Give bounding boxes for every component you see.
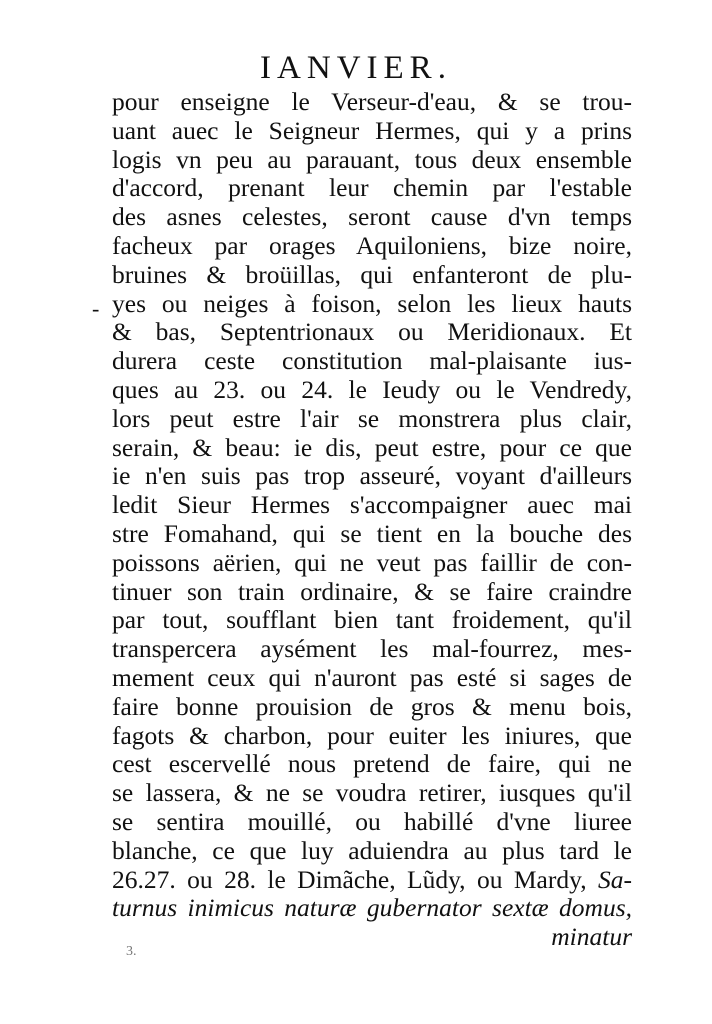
text-line: stre Fomahand, qui se tient en la bouche des <box>112 518 632 548</box>
roman-segment: 26.27. ou 28. le Dimãche, Lũdy, ou Mardy, <box>112 864 598 894</box>
text-line: ie n'en suis pas trop asseuré, voyant d'ailleurs <box>112 461 632 491</box>
text-line: se lassera, & ne se voudra retirer, iusques qu'il <box>112 778 632 808</box>
text-line: yes ou neiges à foison, selon les lieux hauts <box>112 288 632 318</box>
text-line: se sentira mouillé, ou habillé d'vne liuree <box>112 806 632 836</box>
text-line: serain, & beau: ie dis, peut estre, pour ce que <box>112 432 632 462</box>
text-line: pour enseigne le Verseur-d'eau, & se trou- <box>112 87 632 116</box>
text-line: cest escervellé nous pretend de faire, qui ne <box>112 749 632 779</box>
text-line: blanche, ce que luy aduiendra au plus tard le <box>112 835 632 865</box>
text-line: facheux par orages Aquiloniens, bize noire, <box>112 230 632 260</box>
text-line: faire bonne prouision de gros & menu bois, <box>112 691 632 721</box>
italic-text-line: turnus inimicus naturæ gubernator sextæ domus, <box>112 893 632 923</box>
signature-mark: 3. <box>126 944 137 959</box>
text-line: poissons aërien, qui ne veut pas faillir de con- <box>112 547 632 577</box>
text-line-mixed <box>112 866 632 895</box>
italic-segment: Sa- <box>598 864 632 894</box>
text-line: lors peut estre l'air se monstrera plus clair, <box>112 403 632 433</box>
text-line: des asnes celestes, seront cause d'vn temps <box>112 202 632 232</box>
margin-mark: - <box>92 296 100 321</box>
text-line: logis vn peu au parauant, tous deux ensemble <box>112 144 632 174</box>
text-line: fagots & charbon, pour euiter les iniures, que <box>112 720 632 750</box>
text-line: par tout, soufflant bien tant froidement, qu'il <box>112 605 632 635</box>
text-line: bruines & broüillas, qui enfanteront de plu- <box>112 259 632 289</box>
text-line: uant auec le Seigneur Hermes, qui y a prins <box>112 115 632 145</box>
text-line: ques au 23. ou 24. le Ieudy ou le Vendredy, <box>112 374 632 404</box>
text-line: transpercera aysément les mal-fourrez, mes- <box>112 634 632 664</box>
catchword-line: minatur <box>551 922 632 952</box>
running-head: IANVIER. <box>260 50 452 86</box>
body-text <box>112 88 632 952</box>
text-line: d'accord, prenant leur chemin par l'estable <box>112 173 632 203</box>
text-line: tinuer son train ordinaire, & se faire craindre <box>112 576 632 606</box>
text-line: mement ceux qui n'auront pas esté si sages de <box>112 662 632 692</box>
text-line: durera ceste constitution mal-plaisante ius- <box>112 346 632 376</box>
text-line: ledit Sieur Hermes s'accompaigner auec mai <box>112 490 632 520</box>
text-line: & bas, Septentrionaux ou Meridionaux. Et <box>112 317 632 347</box>
